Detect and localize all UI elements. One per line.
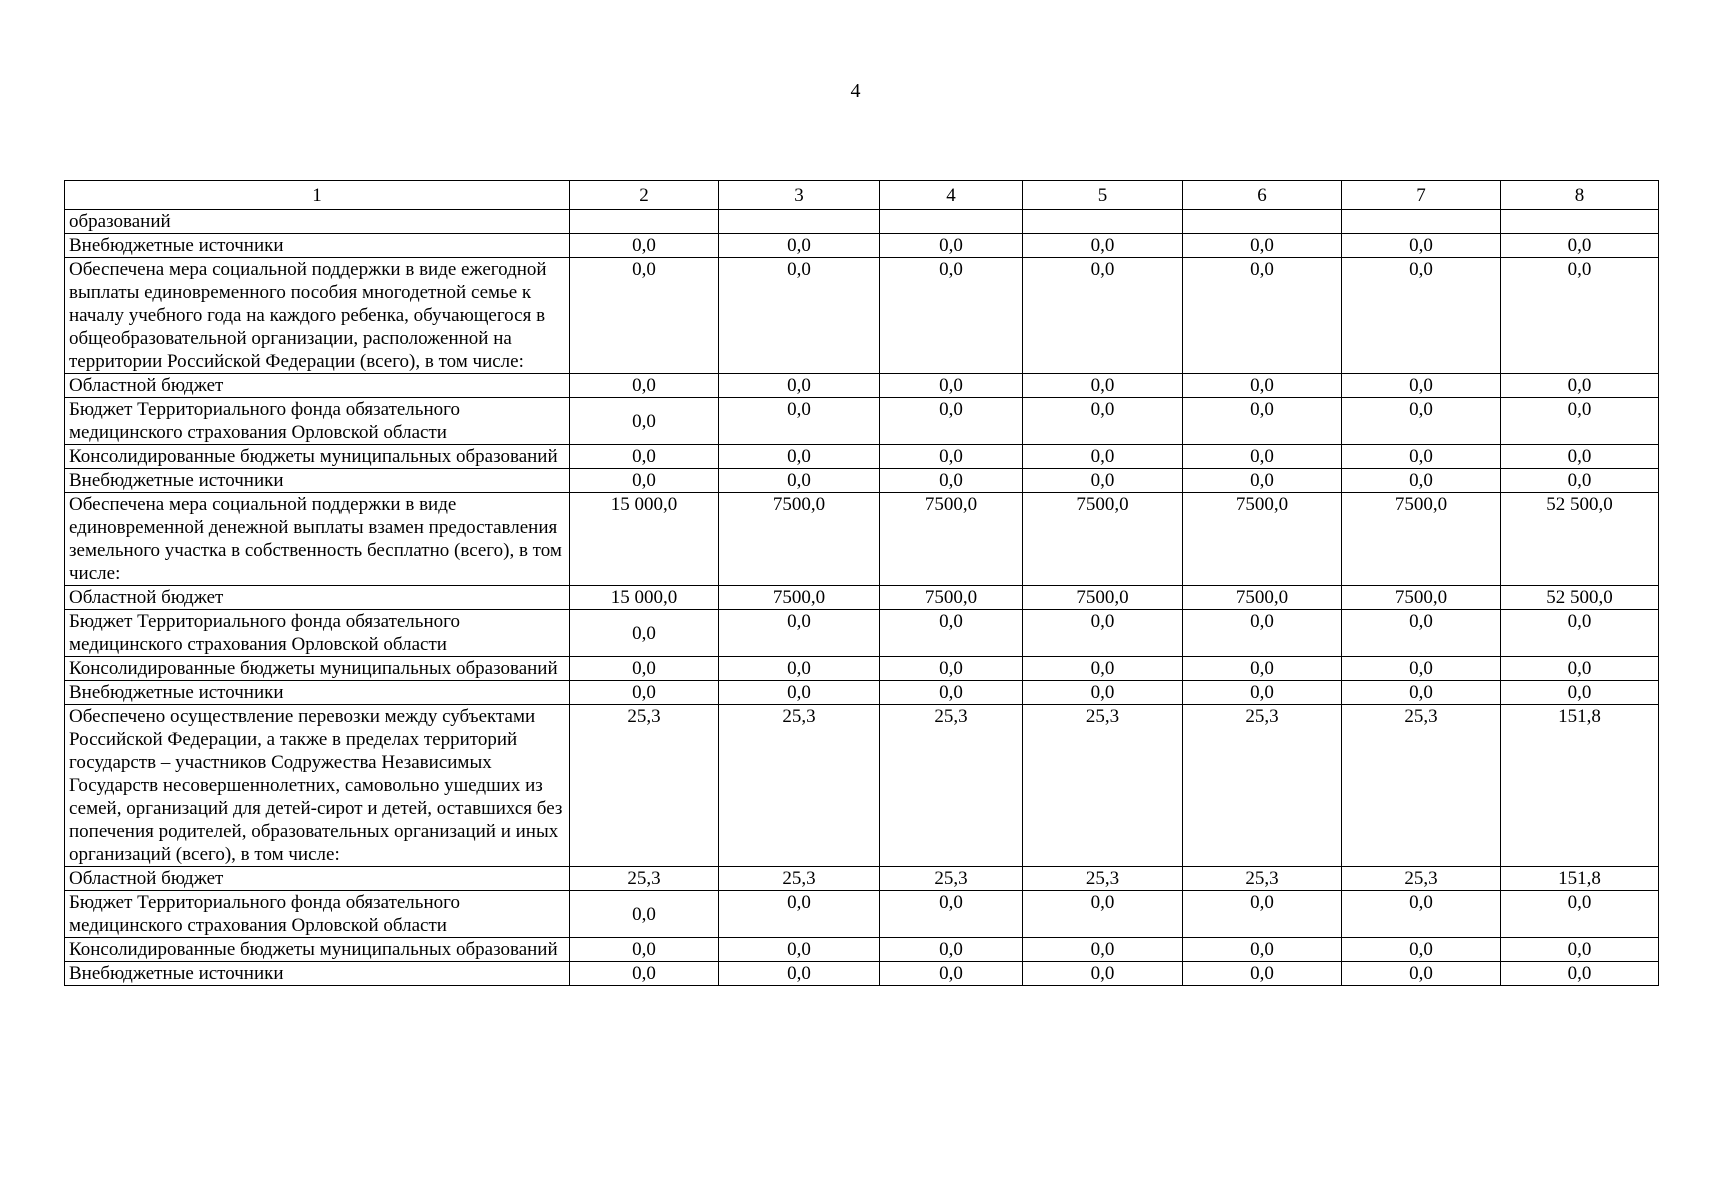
value-cell: 15 000,0 <box>570 586 719 610</box>
value-cell: 0,0 <box>719 234 880 258</box>
column-header: 8 <box>1501 181 1659 210</box>
table-row <box>65 234 1659 258</box>
row-label: образований <box>65 210 570 234</box>
budget-table <box>64 180 1659 986</box>
value-cell: 0,0 <box>880 657 1023 681</box>
value-cell <box>1023 210 1183 234</box>
value-cell: 0,0 <box>1023 657 1183 681</box>
value-cell: 7500,0 <box>1183 586 1342 610</box>
column-header: 6 <box>1183 181 1342 210</box>
value-cell: 0,0 <box>880 445 1023 469</box>
value-cell: 0,0 <box>1342 398 1501 445</box>
table-row <box>65 962 1659 986</box>
value-cell: 25,3 <box>1183 705 1342 867</box>
value-cell: 0,0 <box>1023 445 1183 469</box>
value-cell: 0,0 <box>719 469 880 493</box>
value-cell: 0,0 <box>719 610 880 657</box>
row-label: Консолидированные бюджеты муниципальных образований <box>65 657 570 681</box>
row-label: Обеспечена мера социальной поддержки в виде единовременной денежной выплаты взамен предоставления земельного участка в собственность бесплатно (всего), в том числе: <box>65 493 570 586</box>
value-cell: 151,8 <box>1501 705 1659 867</box>
value-cell: 0,0 <box>1342 469 1501 493</box>
row-label: Бюджет Территориального фонда обязательного медицинского страхования Орловской области <box>65 891 570 938</box>
value-cell: 0,0 <box>880 469 1023 493</box>
value-cell: 7500,0 <box>880 493 1023 586</box>
row-label: Обеспечена мера социальной поддержки в виде ежегодной выплаты единовременного пособия многодетной семье к началу учебного года на каждого ребенка, обучающегося в общеобразовательной организации, расположенной на территории Российской Федерации (всего), в том числе: <box>65 258 570 374</box>
table-row <box>65 398 1659 445</box>
column-header: 1 <box>65 181 570 210</box>
value-cell: 0,0 <box>719 258 880 374</box>
value-cell: 0,0 <box>880 962 1023 986</box>
value-cell: 0,0 <box>1183 962 1342 986</box>
value-cell: 0,0 <box>1501 657 1659 681</box>
value-cell: 0,0 <box>880 374 1023 398</box>
row-label: Внебюджетные источники <box>65 469 570 493</box>
value-cell: 7500,0 <box>1183 493 1342 586</box>
table-row <box>65 493 1659 586</box>
value-cell: 0,0 <box>1183 374 1342 398</box>
row-label: Внебюджетные источники <box>65 234 570 258</box>
value-cell: 0,0 <box>880 610 1023 657</box>
value-cell: 0,0 <box>719 681 880 705</box>
value-cell: 0,0 <box>570 469 719 493</box>
value-cell: 0,0 <box>1501 398 1659 445</box>
table-row <box>65 258 1659 374</box>
value-cell <box>570 210 719 234</box>
value-cell: 7500,0 <box>1342 493 1501 586</box>
value-cell: 0,0 <box>719 374 880 398</box>
value-cell: 25,3 <box>1023 705 1183 867</box>
table-row <box>65 610 1659 657</box>
value-cell: 151,8 <box>1501 867 1659 891</box>
value-cell: 0,0 <box>1023 258 1183 374</box>
value-cell: 0,0 <box>570 374 719 398</box>
value-cell: 0,0 <box>1501 610 1659 657</box>
value-cell: 25,3 <box>719 705 880 867</box>
value-cell: 0,0 <box>1023 469 1183 493</box>
value-cell: 25,3 <box>1183 867 1342 891</box>
value-cell <box>1183 210 1342 234</box>
value-cell: 0,0 <box>719 398 880 445</box>
value-cell: 0,0 <box>570 445 719 469</box>
value-cell: 0,0 <box>719 657 880 681</box>
value-cell: 52 500,0 <box>1501 493 1659 586</box>
value-cell: 7500,0 <box>1023 586 1183 610</box>
value-cell: 0,0 <box>719 962 880 986</box>
value-cell: 0,0 <box>1501 962 1659 986</box>
row-label: Областной бюджет <box>65 867 570 891</box>
row-label: Областной бюджет <box>65 374 570 398</box>
column-header: 4 <box>880 181 1023 210</box>
table-row <box>65 586 1659 610</box>
value-cell: 0,0 <box>719 445 880 469</box>
value-cell: 0,0 <box>880 938 1023 962</box>
table-row <box>65 938 1659 962</box>
value-cell: 7500,0 <box>880 586 1023 610</box>
value-cell: 0,0 <box>1342 938 1501 962</box>
page-number: 4 <box>850 80 861 102</box>
value-cell: 0,0 <box>880 681 1023 705</box>
value-cell: 7500,0 <box>1023 493 1183 586</box>
value-cell: 0,0 <box>1501 258 1659 374</box>
value-cell: 0,0 <box>1183 398 1342 445</box>
value-cell: 0,0 <box>570 938 719 962</box>
value-cell: 0,0 <box>1342 374 1501 398</box>
value-cell: 0,0 <box>1501 681 1659 705</box>
value-cell: 0,0 <box>1501 374 1659 398</box>
value-cell: 0,0 <box>880 891 1023 938</box>
row-label: Бюджет Территориального фонда обязательного медицинского страхования Орловской области <box>65 610 570 657</box>
table-row <box>65 445 1659 469</box>
value-cell: 0,0 <box>1023 938 1183 962</box>
value-cell: 0,0 <box>1023 234 1183 258</box>
value-cell: 0,0 <box>570 258 719 374</box>
value-cell: 0,0 <box>880 234 1023 258</box>
value-cell: 0,0 <box>1023 962 1183 986</box>
value-cell: 0,0 <box>1183 938 1342 962</box>
value-cell: 0,0 <box>1023 398 1183 445</box>
value-cell: 0,0 <box>570 234 719 258</box>
value-cell: 0,0 <box>1342 445 1501 469</box>
value-cell: 25,3 <box>570 867 719 891</box>
row-label: Внебюджетные источники <box>65 962 570 986</box>
table-row <box>65 374 1659 398</box>
value-cell: 0,0 <box>1342 681 1501 705</box>
value-cell: 7500,0 <box>1342 586 1501 610</box>
value-cell: 0,0 <box>1501 445 1659 469</box>
value-cell: 25,3 <box>1342 705 1501 867</box>
value-cell: 25,3 <box>880 867 1023 891</box>
value-cell: 0,0 <box>1023 374 1183 398</box>
value-cell: 0,0 <box>1183 469 1342 493</box>
value-cell: 0,0 <box>1023 610 1183 657</box>
value-cell: 0,0 <box>570 610 719 657</box>
column-header: 3 <box>719 181 880 210</box>
value-cell: 15 000,0 <box>570 493 719 586</box>
value-cell: 0,0 <box>719 938 880 962</box>
value-cell: 0,0 <box>570 398 719 445</box>
column-header: 5 <box>1023 181 1183 210</box>
value-cell: 0,0 <box>1342 891 1501 938</box>
value-cell: 0,0 <box>1501 891 1659 938</box>
value-cell: 0,0 <box>1183 657 1342 681</box>
value-cell <box>719 210 880 234</box>
value-cell: 0,0 <box>570 962 719 986</box>
value-cell: 0,0 <box>1501 938 1659 962</box>
table-row <box>65 681 1659 705</box>
table-row <box>65 867 1659 891</box>
value-cell: 0,0 <box>1183 234 1342 258</box>
value-cell: 7500,0 <box>719 493 880 586</box>
value-cell: 0,0 <box>1342 657 1501 681</box>
table-row <box>65 210 1659 234</box>
value-cell: 7500,0 <box>719 586 880 610</box>
value-cell: 0,0 <box>1023 891 1183 938</box>
value-cell: 25,3 <box>570 705 719 867</box>
row-label: Консолидированные бюджеты муниципальных образований <box>65 938 570 962</box>
value-cell <box>880 210 1023 234</box>
value-cell: 0,0 <box>1342 962 1501 986</box>
value-cell: 0,0 <box>1501 234 1659 258</box>
column-header: 2 <box>570 181 719 210</box>
table-row <box>65 469 1659 493</box>
header-row <box>65 181 1659 210</box>
row-label: Обеспечено осуществление перевозки между субъектами Российской Федерации, а также в пределах территорий государств – участников Содружества Независимых Государств несовершеннолетних, самовольно ушедших из семей, организаций для детей-сирот и детей, оставшихся без попечения родителей, образовательных организаций и иных организаций (всего), в том числе: <box>65 705 570 867</box>
value-cell: 0,0 <box>1342 610 1501 657</box>
value-cell: 0,0 <box>570 891 719 938</box>
row-label: Внебюджетные источники <box>65 681 570 705</box>
value-cell <box>1501 210 1659 234</box>
value-cell: 0,0 <box>1183 610 1342 657</box>
value-cell: 0,0 <box>719 891 880 938</box>
value-cell: 52 500,0 <box>1501 586 1659 610</box>
value-cell: 25,3 <box>880 705 1023 867</box>
value-cell: 0,0 <box>880 398 1023 445</box>
value-cell: 0,0 <box>1342 258 1501 374</box>
value-cell: 0,0 <box>1183 445 1342 469</box>
value-cell: 0,0 <box>1023 681 1183 705</box>
value-cell: 0,0 <box>570 681 719 705</box>
row-label: Бюджет Территориального фонда обязательного медицинского страхования Орловской области <box>65 398 570 445</box>
value-cell: 0,0 <box>1183 258 1342 374</box>
value-cell: 25,3 <box>1342 867 1501 891</box>
row-label: Консолидированные бюджеты муниципальных образований <box>65 445 570 469</box>
value-cell: 0,0 <box>1183 891 1342 938</box>
value-cell <box>1342 210 1501 234</box>
value-cell: 0,0 <box>570 657 719 681</box>
value-cell: 0,0 <box>880 258 1023 374</box>
value-cell: 25,3 <box>719 867 880 891</box>
table-row <box>65 891 1659 938</box>
column-header: 7 <box>1342 181 1501 210</box>
value-cell: 25,3 <box>1023 867 1183 891</box>
table-row <box>65 705 1659 867</box>
value-cell: 0,0 <box>1183 681 1342 705</box>
value-cell: 0,0 <box>1501 469 1659 493</box>
row-label: Областной бюджет <box>65 586 570 610</box>
value-cell: 0,0 <box>1342 234 1501 258</box>
table-row <box>65 657 1659 681</box>
